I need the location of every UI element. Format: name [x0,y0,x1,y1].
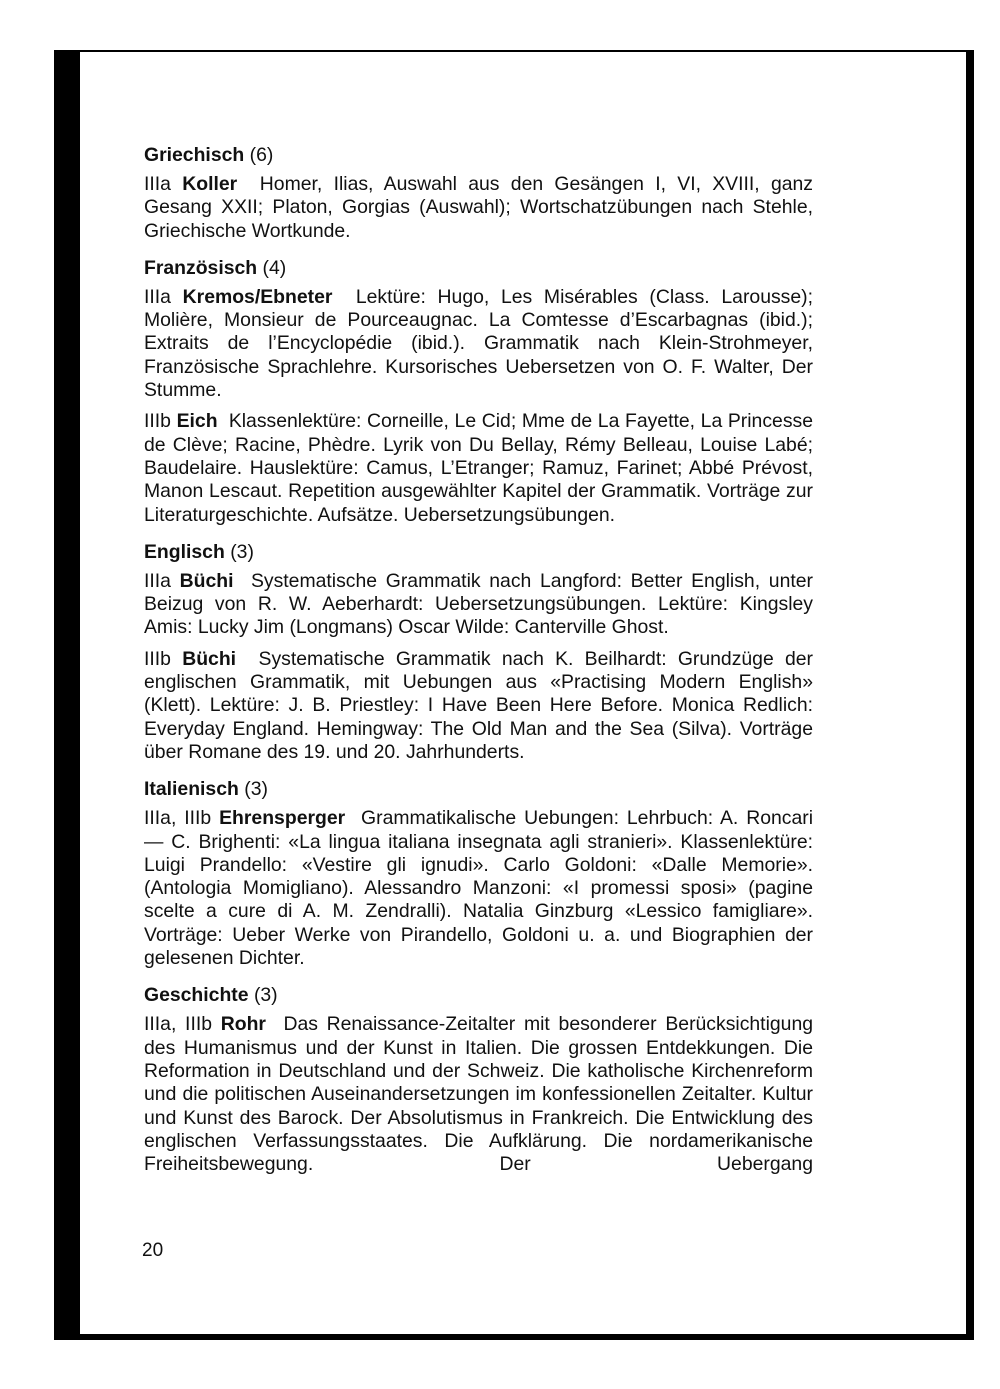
subject-hours: (4) [262,256,287,279]
class-entry [144,570,813,640]
curriculum-content [144,144,813,1190]
class-label: IIIb [144,647,171,670]
subject-name: Englisch [144,540,225,563]
class-entry [144,173,813,243]
entry-text: Lektüre: Hugo, Les Misérables (Class. Larousse); Molière, Monsieur de Pourceaugnac. La Comtesse d’Escarbagnas (ibid.); Extraits de l’Encyclopédie (ibid.). Grammatik nach Klein-Strohmeyer, Französische Sprachlehre. Kursorisches Uebersetzen von O. F. Walter, Der Stumme. [144,285,813,402]
class-entry [144,1013,813,1176]
entry-text: Homer, Ilias, Auswahl aus den Gesängen I, VI, XVIII, ganz Gesang XXII; Platon, Gorgias (Auswahl); Wortschatzübungen nach Stehle, Griechische Wortkunde. [144,173,814,242]
class-entry [144,410,813,526]
section-heading [144,257,813,280]
teacher-name: Kremos/Ebneter [182,285,333,308]
subject-hours: (3) [253,984,278,1007]
subject-hours: (6) [249,144,274,166]
section-heading [144,541,813,564]
subject-name: Italienisch [144,778,239,801]
teacher-name: Ehrensperger [219,807,346,830]
teacher-name: Büchi [179,569,234,592]
entry-text: Grammatikalische Uebungen: Lehrbuch: A. Roncari — C. Brighenti: «La lingua italiana insegnata agli stranieri». Klassenlektüre: Luigi Prandello: «Vestire gli ignudi». Carlo Goldoni: «Dalle Memorie». (Antologia Momigliano). Alessandro Manzoni: «I promessi sposi» (pagine scelte a cure di A. M. Zendralli). Natalia Ginzburg «Lessico famigliare». Vorträge: Ueber Werke von Pirandello, Goldoni u. a. und Biographien der gelesenen Dichter. [144,807,814,970]
teacher-name: Eich [176,410,218,433]
class-entry [144,648,813,764]
subject-name: Französisch [144,256,258,279]
subject-hours: (3) [230,540,254,563]
section-griechisch [144,144,813,243]
class-label: IIIa, IIIb [144,807,212,830]
section-heading [144,144,813,167]
class-label: IIIa [144,285,171,308]
entry-text: Systematische Grammatik nach Langford: Better English, unter Beizug von R. W. Aeberhardt: Uebersetzungsübungen. Lektüre: Kingsley Amis: Lucky Jim (Longmans) Oscar Wilde: Canterville Ghost. [144,569,813,639]
subject-name: Geschichte [144,984,249,1007]
entry-text: Das Renaissance-Zeitalter mit besonderer Berücksichtigung des Humanismus und der Kunst in Italien. Die grossen Entdekkungen. Die Reformation in Deutschland und der Schweiz. Die katholische Kirchenreform und die politischen Auseinandersetzungen im konfessionellen Zeitalter. Kultur und Kunst des Barock. Der Absolutismus in Frankreich. Die Entwicklung des englischen Verfassungsstaates. Die Aufklärung. Die nordamerikanische Freiheitsbewegung. Der Uebergang [144,1013,814,1176]
section-geschichte [144,984,813,1176]
class-label: IIIa [144,569,171,592]
class-entry [144,286,813,402]
entry-text: Klassenlektüre: Corneille, Le Cid; Mme de La Fayette, La Princesse de Clève; Racine, Phèdre. Lyrik von Du Bellay, Rémy Belleau, Louise Labé; Baudelaire. Hauslektüre: Camus, L’Etranger; Ramuz, Farinet; Abbé Prévost, Manon Lescaut. Repetition ausgewählter Kapitel der Grammatik. Vorträge zur Literaturgeschichte. Aufsätze. Uebersetzungsübungen. [144,410,813,526]
class-label: IIIb [144,410,171,433]
teacher-name: Rohr [220,1013,266,1036]
teacher-name: Koller [182,173,238,195]
document-page [80,52,966,1334]
section-heading [144,984,813,1007]
subject-name: Griechisch [144,144,245,166]
subject-hours: (3) [244,778,268,801]
class-entry [144,807,813,970]
teacher-name: Büchi [182,647,237,670]
section-heading [144,778,813,801]
class-label: IIIa, IIIb [144,1013,212,1036]
section-italienisch [144,778,813,970]
class-label: IIIa [144,173,171,195]
entry-text: Systematische Grammatik nach K. Beilhardt: Grundzüge der englischen Grammatik, mit Uebungen aus «Practising Modern English» (Klett). Lektüre: J. B. Priestley: I Have Been Here Before. Monica Redlich: Everyday England. Hemingway: The Old Man and the Sea (Silva). Vorträge über Romane des 19. und 20. Jahrhunderts. [144,647,814,763]
page-number: 20 [142,1240,164,1261]
section-franzoesisch [144,257,813,527]
section-englisch [144,541,813,764]
